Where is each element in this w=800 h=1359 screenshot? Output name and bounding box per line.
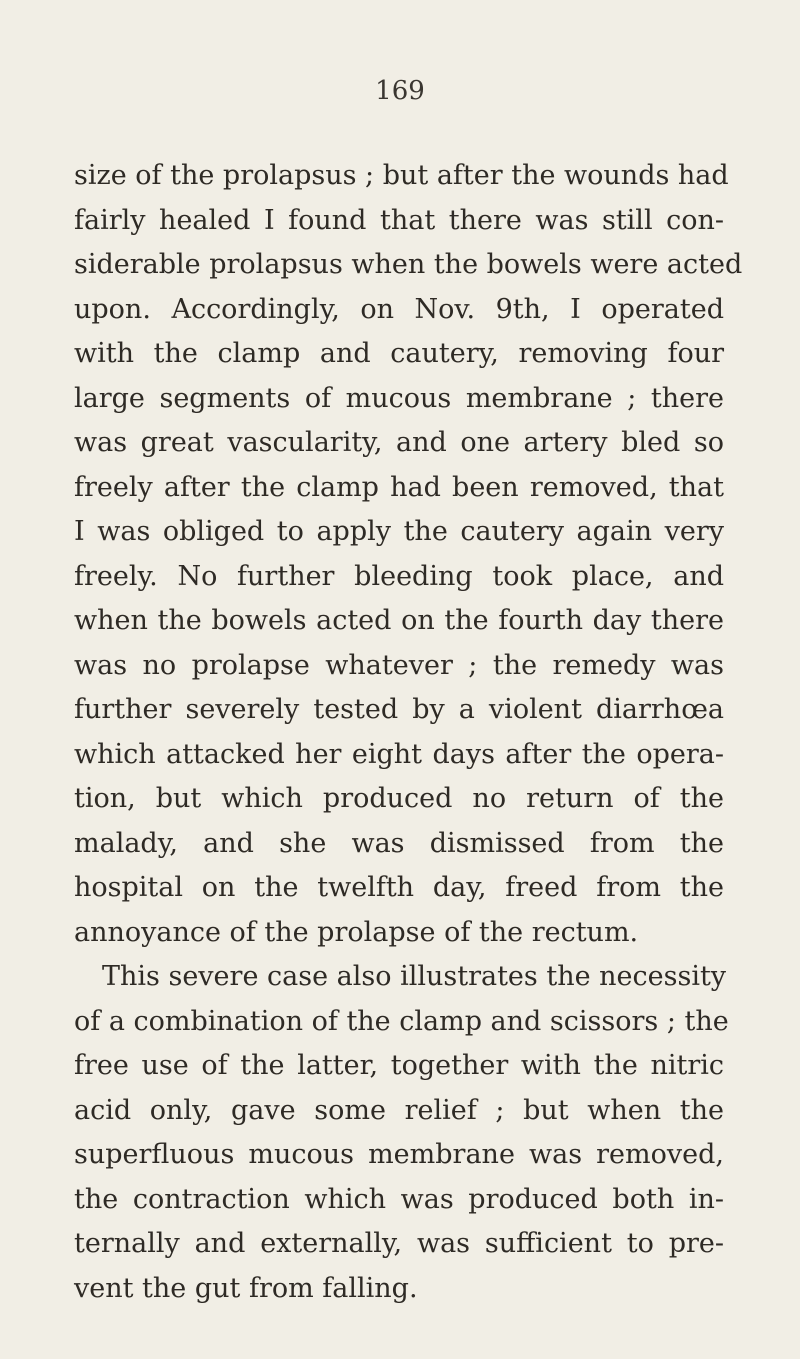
text-line: when the bowels acted on the fourth day there [74, 605, 724, 636]
body-text [74, 154, 743, 1311]
paragraph-end-line: vent the gut from falling. [74, 1272, 418, 1304]
text-line: hospital on the twelfth day, freed from the [74, 872, 724, 903]
text-line: large segments of mucous membrane ; there [74, 382, 724, 414]
text-line: with the clamp and cautery, removing four [74, 338, 724, 369]
text-line: free use of the latter, together with the nitric [74, 1050, 724, 1081]
text-line: the contraction which was produced both in- [74, 1183, 724, 1215]
text-line: upon. Accordingly, on Nov. 9th, I operated [74, 293, 724, 325]
text-line: was no prolapse whatever ; the remedy was [74, 649, 724, 681]
paragraph-start-line: This severe case also illustrates the necessity [102, 961, 727, 992]
text-line: siderable prolapsus when the bowels were acted [74, 249, 743, 280]
text-line: further severely tested by a violent diarrhœa [74, 694, 724, 725]
text-line: fairly healed I found that there was still con- [74, 204, 724, 236]
text-line: malady, and she was dismissed from the [74, 827, 724, 859]
text-line: which attacked her eight days after the opera- [74, 738, 724, 770]
text-line: superfluous mucous membrane was removed, [74, 1139, 724, 1170]
text-line: I was obliged to apply the cautery again very [74, 516, 724, 547]
text-line: acid only, gave some relief ; but when the [74, 1094, 724, 1126]
text-line: size of the prolapsus ; but after the wounds had [74, 160, 729, 191]
text-line: freely after the clamp had been removed, that [74, 471, 724, 503]
text-line: ternally and externally, was sufficient to pre- [74, 1228, 724, 1259]
paragraph-end-line: annoyance of the prolapse of the rectum. [74, 916, 639, 948]
text-line: tion, but which produced no return of the [74, 783, 724, 814]
text-line: of a combination of the clamp and scissors ; the [74, 1005, 729, 1037]
text-line: was great vascularity, and one artery bled so [74, 427, 724, 458]
text-line: freely. No further bleeding took place, and [74, 560, 724, 592]
page-number: 169 [375, 76, 425, 106]
